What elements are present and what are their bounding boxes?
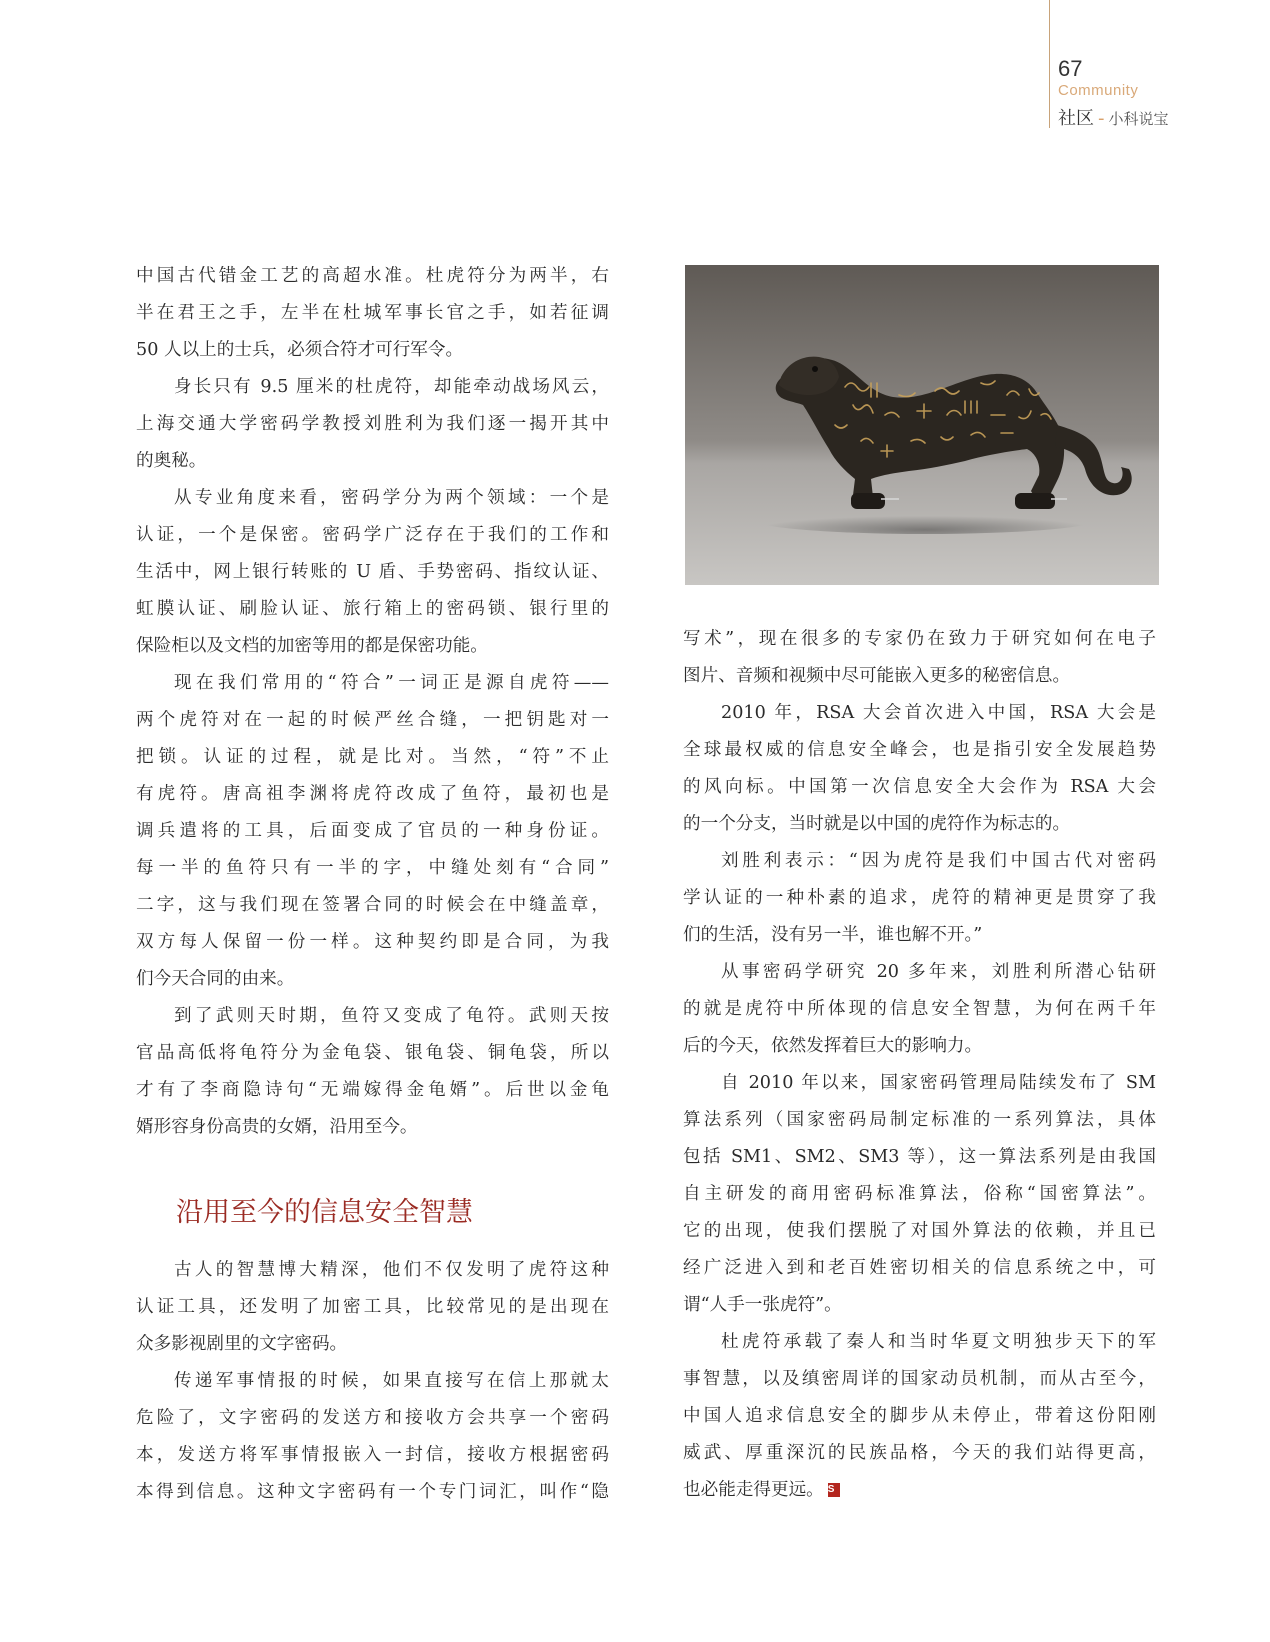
left-text-line-text: 本得到信息。这种文字密码有一个专门词汇，叫作“隐 xyxy=(136,1482,609,1502)
left-text-line xyxy=(136,1252,609,1289)
right-text-line-text: 包括 SM1、SM2、SM3 等），这一算法系列是由我国 xyxy=(683,1147,1156,1167)
left-text-line-text: 本，发送方将军事情报嵌入一封信，接收方根据密码 xyxy=(136,1445,609,1465)
left-text-line xyxy=(136,739,609,776)
right-text-line-text: 算法系列（国家密码局制定标准的一系列算法，具体 xyxy=(683,1110,1156,1130)
right-text-line xyxy=(683,843,1156,880)
left-text-line-text: 生活中，网上银行转账的 U 盾、手势密码、指纹认证、 xyxy=(136,562,609,582)
left-text-line-text: 现在我们常用的“符合”一词正是源自虎符—— xyxy=(174,673,609,693)
right-text-line-text: 杜虎符承载了秦人和当时华夏文明独步天下的军 xyxy=(721,1332,1156,1352)
left-text-line-text: 每一半的鱼符只有一半的字，中缝处刻有“合同” xyxy=(136,858,609,878)
left-text-line xyxy=(136,813,609,850)
left-text-line xyxy=(136,1437,609,1474)
left-text-line-text: 双方每人保留一份一样。这种契约即是合同，为我 xyxy=(136,932,609,952)
left-text-line xyxy=(136,776,609,813)
right-text-line-text: 后的今天，依然发挥着巨大的影响力。 xyxy=(683,1036,983,1056)
right-text-line xyxy=(683,806,1156,843)
right-text-line xyxy=(683,917,1156,954)
right-text-line xyxy=(683,991,1156,1028)
right-text-line-text: 经广泛进入到和老百姓密切相关的信息系统之中，可 xyxy=(683,1258,1156,1278)
left-text-line xyxy=(136,628,609,665)
right-text-line-text: 的就是虎符中所体现的信息安全智慧，为何在两千年 xyxy=(683,999,1156,1019)
left-text-line xyxy=(136,1400,609,1437)
right-text-line-text: 谓“人手一张虎符”。 xyxy=(683,1295,842,1315)
left-text-line-text: 婿形容身份高贵的女婿，沿用至今。 xyxy=(136,1117,418,1137)
left-text-line-text: 身长只有 9.5 厘米的杜虎符，却能牵动战场风云， xyxy=(174,377,609,397)
left-text-line-text: 上海交通大学密码学教授刘胜利为我们逐一揭开其中 xyxy=(136,414,609,434)
left-text-line xyxy=(136,850,609,887)
right-text-line-text: 刘胜利表示：“因为虎符是我们中国古代对密码 xyxy=(721,851,1156,871)
tiger-tally-illustration xyxy=(685,265,1159,585)
left-text-line-text: 半在君王之手，左半在杜城军事长官之手，如若征调 xyxy=(136,303,609,323)
left-text-line xyxy=(136,887,609,924)
right-text-line-text: 全球最权威的信息安全峰会，也是指引安全发展趋势 xyxy=(683,740,1156,760)
left-text-line xyxy=(136,258,609,295)
right-text-line xyxy=(683,658,1156,695)
left-text-line-text: 50 人以上的士兵，必须合符才可行军令。 xyxy=(136,340,464,360)
right-text-line xyxy=(683,1139,1156,1176)
right-text-line xyxy=(683,1102,1156,1139)
left-text-line xyxy=(136,924,609,961)
right-text-line xyxy=(683,954,1156,991)
right-text-line-text: 中国人追求信息安全的脚步从未停止，带着这份阳刚 xyxy=(683,1406,1156,1426)
right-text-line xyxy=(683,1028,1156,1065)
right-text-line xyxy=(683,1176,1156,1213)
right-text-line-text: 写术”，现在很多的专家仍在致力于研究如何在电子 xyxy=(683,629,1156,649)
left-text-line-text: 虹膜认证、刷脸认证、旅行箱上的密码锁、银行里的 xyxy=(136,599,609,619)
right-text-line xyxy=(683,1361,1156,1398)
right-text-line-text: 自主研发的商用密码标准算法，俗称“国密算法”。 xyxy=(683,1184,1156,1204)
left-text-line-text: 才有了李商隐诗句“无端嫁得金龟婿”。后世以金龟 xyxy=(136,1080,609,1100)
section-title: 社区 xyxy=(1058,108,1094,129)
right-text-line-text: 2010 年，RSA 大会首次进入中国，RSA 大会是 xyxy=(721,703,1156,723)
left-text-line xyxy=(136,554,609,591)
left-text-line-text: 危险了，文字密码的发送方和接收方会共享一个密码 xyxy=(136,1408,609,1428)
right-text-line-text: 的一个分支，当时就是以中国的虎符作为标志的。 xyxy=(683,814,1071,834)
right-text-line xyxy=(683,1324,1156,1361)
right-text-line xyxy=(683,621,1156,658)
section-name-cn xyxy=(1058,104,1169,130)
right-text-line-text: 也必能走得更远。 xyxy=(683,1480,824,1500)
section-name-en: Community xyxy=(1058,82,1139,99)
left-text-line-text: 到了武则天时期，鱼符又变成了龟符。武则天按 xyxy=(174,1006,609,1026)
right-text-line xyxy=(683,732,1156,769)
right-text-line-text: 自 2010 年以来，国家密码管理局陆续发布了 SM xyxy=(721,1073,1156,1093)
left-text-line xyxy=(136,406,609,443)
left-text-line xyxy=(136,591,609,628)
left-text-line-text: 两个虎符对在一起的时候严丝合缝，一把钥匙对一 xyxy=(136,710,609,730)
right-text-line xyxy=(683,1287,1156,1324)
left-text-line-text: 调兵遣将的工具，后面变成了官员的一种身份证。 xyxy=(136,821,609,841)
section-heading: 沿用至今的信息安全智慧 xyxy=(176,1197,473,1228)
left-text-line xyxy=(136,1289,609,1326)
left-text-line xyxy=(136,517,609,554)
left-text-line xyxy=(136,1474,609,1511)
right-text-line xyxy=(683,1398,1156,1435)
right-text-line xyxy=(683,880,1156,917)
left-text-line-text: 们今天合同的由来。 xyxy=(136,969,295,989)
tiger-tally-photo xyxy=(685,265,1159,585)
right-text-line-text: 威武、厚重深沉的民族品格，今天的我们站得更高， xyxy=(683,1443,1156,1463)
left-text-line-text: 保险柜以及文档的加密等用的都是保密功能。 xyxy=(136,636,488,656)
left-text-line xyxy=(136,295,609,332)
left-text-line xyxy=(136,702,609,739)
left-text-line-text: 传递军事情报的时候，如果直接写在信上那就太 xyxy=(174,1371,609,1391)
article-end-mark-icon: S xyxy=(828,1483,840,1497)
right-text-line-text: 图片、音频和视频中尽可能嵌入更多的秘密信息。 xyxy=(683,666,1071,686)
left-text-line xyxy=(136,961,609,998)
left-text-line xyxy=(136,1035,609,1072)
right-text-line xyxy=(683,1472,1156,1509)
right-text-line xyxy=(683,695,1156,732)
subsection-title: 小科说宝 xyxy=(1108,110,1169,128)
section-separator: - xyxy=(1098,108,1105,129)
left-text-line-text: 认证工具，还发明了加密工具，比较常见的是出现在 xyxy=(136,1297,609,1317)
left-text-line-text: 认证，一个是保密。密码学广泛存在于我们的工作和 xyxy=(136,525,609,545)
left-text-line xyxy=(136,332,609,369)
left-text-line-text: 二字，这与我们现在签署合同的时候会在中缝盖章， xyxy=(136,895,609,915)
right-text-line-text: 从事密码学研究 20 多年来，刘胜利所潜心钻研 xyxy=(721,962,1156,982)
left-text-line xyxy=(136,1326,609,1363)
left-text-line-text: 的奥秘。 xyxy=(136,451,207,471)
left-text-line-text: 古人的智慧博大精深，他们不仅发明了虎符这种 xyxy=(174,1260,609,1280)
right-text-line-text: 它的出现，使我们摆脱了对国外算法的依赖，并且已 xyxy=(683,1221,1156,1241)
right-text-line-text: 们的生活，没有另一半，谁也解不开。” xyxy=(683,925,983,945)
left-text-line xyxy=(136,1072,609,1109)
right-text-line xyxy=(683,769,1156,806)
left-text-line xyxy=(136,443,609,480)
left-text-line-text: 有虎符。唐高祖李渊将虎符改成了鱼符，最初也是 xyxy=(136,784,609,804)
left-text-line xyxy=(136,1363,609,1400)
left-text-line xyxy=(136,480,609,517)
right-text-line xyxy=(683,1435,1156,1472)
right-text-line xyxy=(683,1065,1156,1102)
left-text-line-text: 官品高低将龟符分为金龟袋、银龟袋、铜龟袋，所以 xyxy=(136,1043,609,1063)
left-text-line-text: 把锁。认证的过程，就是比对。当然，“符”不止 xyxy=(136,747,609,767)
left-text-line xyxy=(136,665,609,702)
left-text-line-text: 中国古代错金工艺的高超水准。杜虎符分为两半，右 xyxy=(136,266,609,286)
header-divider xyxy=(1049,0,1050,128)
left-text-line-text: 从专业角度来看，密码学分为两个领域：一个是 xyxy=(174,488,609,508)
right-text-line xyxy=(683,1250,1156,1287)
right-text-line-text: 的风向标。中国第一次信息安全大会作为 RSA 大会 xyxy=(683,777,1156,797)
page-number: 67 xyxy=(1058,56,1083,81)
right-text-line-text: 事智慧，以及缜密周详的国家动员机制，而从古至今， xyxy=(683,1369,1156,1389)
left-text-line xyxy=(136,369,609,406)
right-text-line-text: 学认证的一种朴素的追求，虎符的精神更是贯穿了我 xyxy=(683,888,1156,908)
left-text-line xyxy=(136,998,609,1035)
right-text-line xyxy=(683,1213,1156,1250)
left-text-line xyxy=(136,1109,609,1146)
left-text-line-text: 众多影视剧里的文字密码。 xyxy=(136,1334,348,1354)
